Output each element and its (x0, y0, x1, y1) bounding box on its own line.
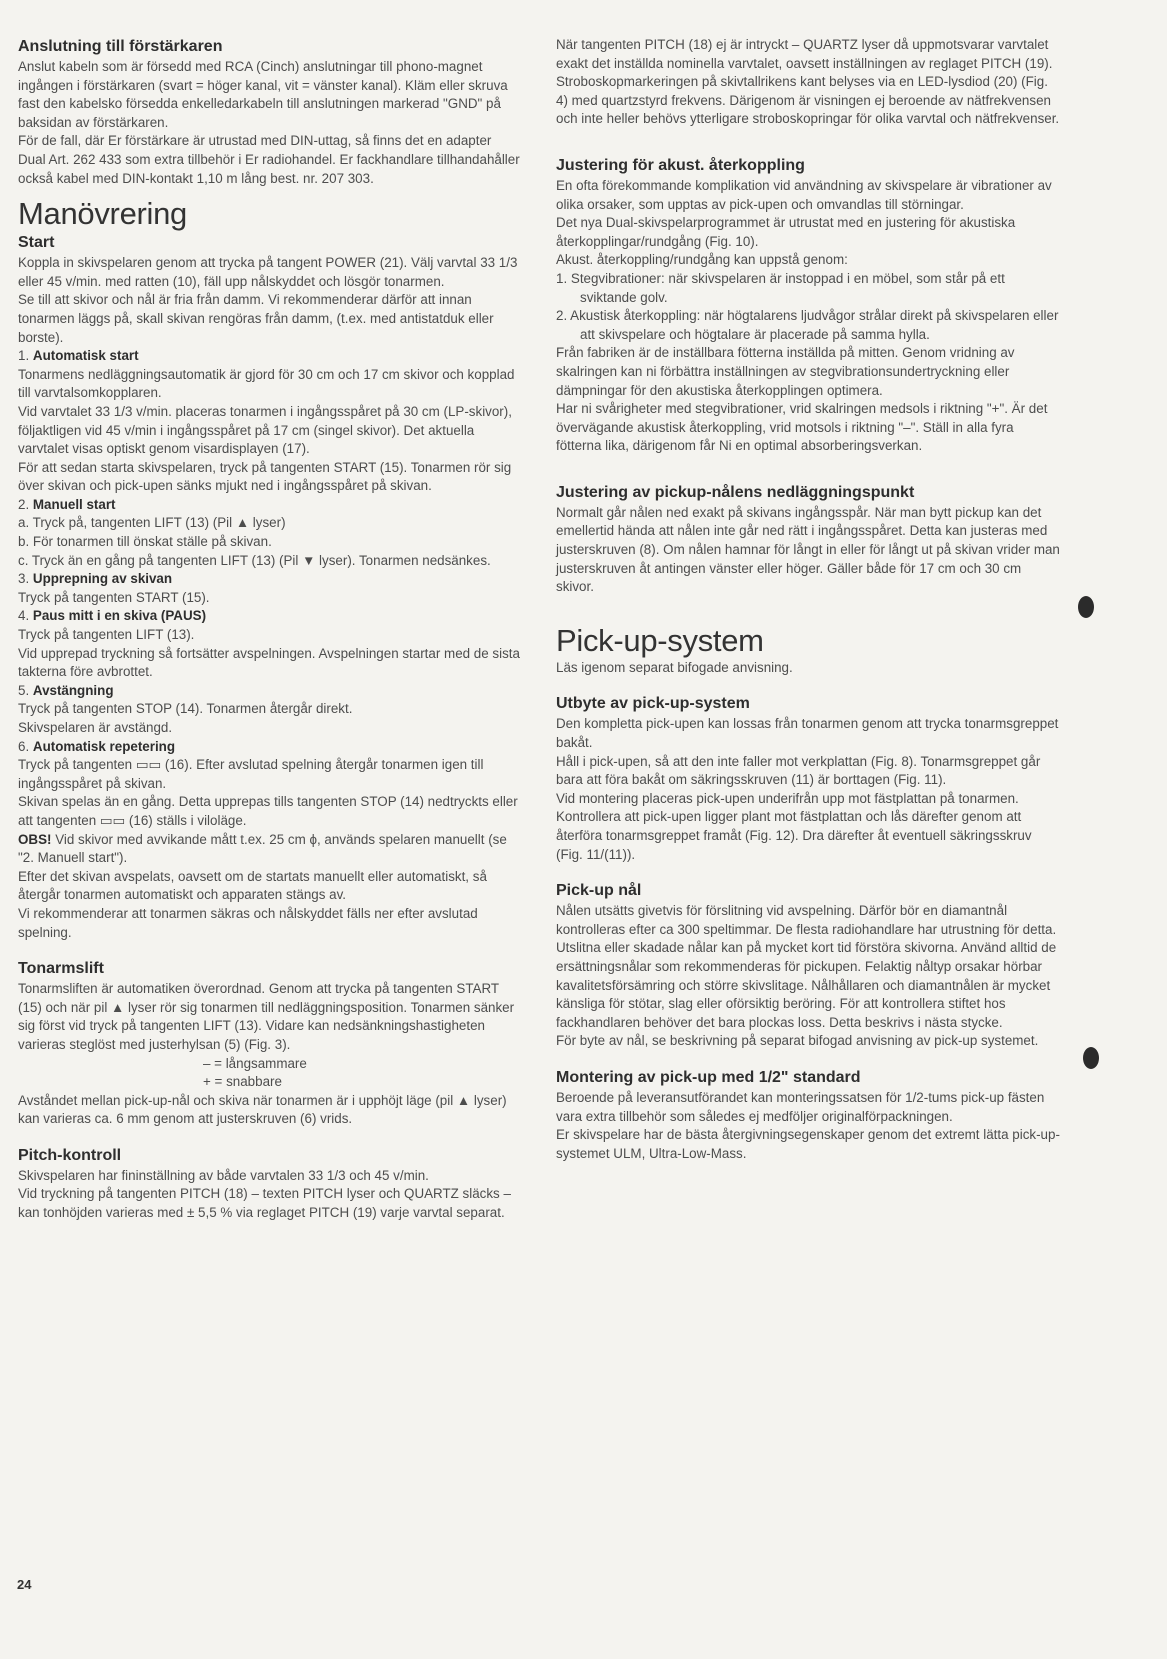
subheading (18, 347, 521, 366)
legend-plus: + = snabbare (203, 1074, 282, 1090)
subheading (18, 570, 521, 589)
section-heading-akust: Justering för akust. återkoppling (556, 156, 805, 174)
punch-hole-mark (1083, 1047, 1099, 1069)
paragraph: Vi rekommenderar att tonarmen säkras och nålskyddet fälls ner efter avslutad spelning. (18, 905, 478, 940)
paragraph (18, 831, 521, 868)
paragraph: Skivspelaren har fininställning av både varvtalen 33 1/3 och 45 v/min. (18, 1167, 429, 1183)
paragraph: Tryck på tangenten START (15). (18, 589, 210, 605)
section-heading-montering: Montering av pick-up med 1/2" standard (556, 1068, 861, 1086)
step-number: 4. (18, 608, 30, 624)
step-title: Manuell start (32, 496, 116, 512)
paragraph: Avståndet mellan pick-up-nål och skiva när tonarmen är i upphöjt läge (pil ▲ lyser) kan varieras ca. 6 mm genom att justerskruven (6) vrids. (18, 1092, 507, 1127)
right-column (556, 36, 1061, 1163)
step-number: 1. (18, 348, 30, 364)
step-title: Paus mitt i en skiva (PAUS) (32, 608, 207, 624)
paragraph: Beroende på leveransutförandet kan monteringssatsen för 1/2-tums pick-up fästen vara extra tillbehör som således ej medföljer originalförpackningen. (556, 1089, 1045, 1124)
obs-label: OBS! (18, 831, 52, 847)
page-number: 24 (17, 1577, 32, 1592)
list-item: c. Tryck än en gång på tangenten LIFT (13) (Pil ▼ lyser). Tonarmen nedsänkes. (18, 552, 491, 568)
step-title: Automatisk repetering (32, 738, 176, 754)
paragraph: Skivspelaren är avstängd. (18, 720, 173, 735)
legend-minus: – = långsammare (203, 1055, 307, 1071)
list-item: 2. Akustisk återkoppling: när högtalarens ljudvågor strålar direkt på skivspelaren eller att skivspelare och högtalare är placerade på samma hylla. (556, 308, 1059, 342)
paragraph: Tryck på tangenten STOP (14). Tonarmen återgår direkt. (18, 701, 353, 717)
paragraph: Nålen utsätts givetvis för förslitning vid avspelning. Därför bör en diamantnål kontrolleras efter ca 300 speltimmar. De flesta radiohandlare har utrustning för detta. Utslitna eller skadade nålar kan på mycket kort tid förstöra skivorna. Använd alltid de ersättningsnålar som rekommenderas för pickupen. Felaktig nåltyp orsakar hörbar kavalitetsförsämring och större skivslitage. Nålhållaren och diamantnålen är mycket känsliga för stötar, slag eller oförsiktig beröring. För att kontrollera stiftet hos fackhandlaren behöver det bara plockas loss. Detta beskrivs i nästa stycke. (556, 903, 1057, 1030)
paragraph: Er skivspelare har de bästa återgivningsegenskaper genom det extremt lätta pick-up-systemet ULM, Ultra-Low-Mass. (556, 1127, 1060, 1161)
paragraph: Den kompletta pick-upen kan lossas från tonarmen genom att trycka tonarmsgreppet bakåt. (556, 716, 1059, 751)
paragraph: Akust. återkoppling/rundgång kan uppstå genom: (556, 252, 848, 268)
paragraph: Tonarmens nedläggningsautomatik är gjord för 30 cm och 17 cm skivor och kopplad till varvtalsomkopplaren. (18, 366, 515, 401)
section-heading-anslutning: Anslutning till förstärkaren (18, 38, 223, 55)
paragraph: Tryck på tangenten LIFT (13). (18, 627, 195, 643)
punch-hole-mark (1078, 596, 1094, 618)
paragraph: För att sedan starta skivspelaren, tryck på tangenten START (15). Tonarmen rör sig över skivan och pick-upen sänks mjukt ned i ingångsspåret på skivan. (18, 459, 512, 494)
paragraph: Från fabriken är de inställbara fötterna inställda på mitten. Genom vridning av skalringen kan ni förbättra inställningen av stegvibrationsundertryckning eller dämpningar för den akustiska återkopplingen optimera. (556, 345, 1015, 398)
paragraph: Se till att skivor och nål är fria från damm. Vi rekommenderar därför att innan tonarmen läggs på, skall skivan rengöras från damm, (t.ex. med antistatduk eller borste). (18, 292, 494, 345)
paragraph: Vid montering placeras pick-upen underifrån upp mot fästplattan på tonarmen. Kontrollera att pick-upen ligger plant mot fästplattan och lås därefter genom att återföra tonarmsgreppet framåt (Fig. 12). Dra därefter åt eventuell säkringsskruv (Fig. 11/(11)). (556, 790, 1032, 862)
paragraph: Normalt går nålen ned exakt på skivans ingångsspår. När man bytt pickup kan det emellertid hända att nålen inte går ned rätt i ingångsspåret. Detta kan justeras med justerskruven (8). Om nålen hamnar för långt in eller för långt ut på skivan vrider man justerskruven åt antingen vänster eller höger. Gäller både för 17 cm och 30 cm skivor. (556, 504, 1060, 595)
paragraph: Skivan spelas än en gång. Detta upprepas tills tangenten STOP (14) nedtryckts eller att tangenten ▭▭ (16) ställs i viloläge. (18, 794, 518, 828)
chapter-title-manovrering: Manövrering (18, 196, 188, 232)
paragraph: Stroboskopmarkeringen på skivtallrikens kant belyses via en LED-lysdiod (20) (Fig. 4) med quartzstyrd frekvens. Därigenom är visningen ej beroende av nätfrekvensen och inte heller behövs ytterligare stroboskopringar för olika varvtal och nätfrekvenser. (556, 74, 1060, 127)
paragraph: Tryck på tangenten ▭▭ (16). Efter avslutad spelning återgår tonarmen igen till ingångsspåret på skivan. (18, 757, 484, 791)
step-title: Upprepning av skivan (32, 571, 173, 587)
list-item: a. Tryck på, tangenten LIFT (13) (Pil ▲ lyser) (18, 515, 286, 531)
step-title: Avstängning (32, 682, 114, 698)
paragraph: En ofta förekommande komplikation vid användning av skivspelare är vibrationer av olika orsaker, som upptas av pick-upen och omvandlas till störningar. (556, 177, 1052, 212)
section-heading-start: Start (18, 234, 55, 252)
subheading (18, 738, 521, 757)
paragraph: Har ni svårigheter med stegvibrationer, vrid skalringen medsols i riktning "+". Är det övervägande akustisk återkoppling, vrid motsols i riktning "–". Ställ in alla fyra fötterna lika, därigenom får Ni en optimal absorberingsverkan. (556, 401, 1048, 454)
step-number: 5. (18, 682, 30, 698)
paragraph: Vid upprepad tryckning så fortsätter avspelningen. Avspelningen startar med de sista takterna före avbrottet. (18, 645, 520, 680)
paragraph: Anslut kabeln som är försedd med RCA (Cinch) anslutningar till phono-magnet ingången i förstärkaren (svart = höger kanal, vit = vänster kanal). Kläm eller skruva fast den kabelsko försedda enkelledarkabeln till anslutningen markerad "GND" på baksidan av förstärkaren. (18, 59, 508, 130)
paragraph: Vid tryckning på tangenten PITCH (18) – texten PITCH lyser och QUARTZ släcks – kan tonhöjden varieras med ± 5,5 % via reglaget PITCH (19) varje varvtal separat. (18, 1186, 511, 1221)
section-heading-pitch: Pitch-kontroll (18, 1146, 122, 1164)
paragraph: När tangenten PITCH (18) ej är intryckt – QUARTZ lyser då uppmotsvarar varvtalet exakt det inställda nominella varvtalet, oavsett inställningen av reglaget PITCH (19). (556, 37, 1053, 71)
left-column (18, 36, 521, 1223)
subheading (18, 682, 521, 701)
step-number: 2. (18, 496, 30, 512)
paragraph: För de fall, där Er förstärkare är utrustad med DIN-uttag, så finns det en adapter Dual Art. 262 433 som extra tillbehör i Er radiohandel. Er fackhandlare tillhandahåller också kabel med DIN-kontakt 1,10 m lång best. nr. 207 303. (18, 133, 520, 186)
section-heading-nal: Pick-up nål (556, 882, 642, 900)
paragraph: Vid varvtalet 33 1/3 v/min. placeras tonarmen i ingångsspåret på 30 cm (LP-skivor), följaktligen vid 45 v/min i ingångsspåret på 17 cm (singel skivor). Det aktuella varvtalet visas optiskt genom visardisplayen (17). (18, 403, 512, 457)
subheading (18, 496, 521, 515)
chapter-title-pickupsystem: Pick-up-system (556, 622, 764, 658)
step-number: 3. (18, 571, 30, 587)
paragraph: Håll i pick-upen, så att den inte faller mot verkplattan (Fig. 8). Tonarmsgreppet går bara att föra bakåt om säkringsskruven (11) är borttagen (Fig. 11). (556, 753, 1041, 788)
list-item: b. För tonarmen till önskat ställe på skivan. (18, 534, 272, 550)
paragraph: Det nya Dual-skivspelarprogrammet är utrustat med en justering för akustiska återkopplingar/rundgång (Fig. 10). (556, 215, 1016, 249)
obs-text: Vid skivor med avvikande mått t.ex. 25 cm ϕ, används spelaren manuellt (se "2. Manuell start"). (18, 831, 507, 866)
step-number: 6. (18, 738, 30, 754)
section-heading-tonarmslift: Tonarmslift (18, 960, 104, 978)
paragraph: Läs igenom separat bifogade anvisning. (556, 659, 793, 675)
section-heading-nalens: Justering av pickup-nålens nedläggningspunkt (556, 483, 915, 501)
section-heading-utbyte: Utbyte av pick-up-system (556, 695, 750, 713)
paragraph: Koppla in skivspelaren genom att trycka på tangent POWER (21). Välj varvtal 33 1/3 eller 45 v/min. med ratten (10), fäll upp nålskyddet och lösgör tonarmen. (18, 255, 518, 289)
step-title: Automatisk start (32, 348, 139, 364)
list-item: 1. Stegvibrationer: när skivspelaren är instoppad i en möbel, som står på ett sviktande golv. (556, 270, 1005, 305)
subheading (18, 607, 521, 626)
paragraph: För byte av nål, se beskrivning på separat bifogad anvisning av pick-up systemet. (556, 1033, 1039, 1049)
paragraph: Tonarmsliften är automatiken överordnad. Genom att trycka på tangenten START (15) och när pil ▲ lyser rör sig tonarmen till nedläggningsposition. Tonarmen sänker sig först vid tryck på tangenten LIFT (13). Vidare kan nedsänkningshastigheten varieras steglöst med justerhylsan (5) (Fig. 3). (18, 981, 515, 1052)
paragraph: Efter det skivan avspelats, oavsett om de startats manuellt eller automatiskt, så återgår tonarmen automatiskt och apparaten stängs av. (18, 868, 487, 903)
